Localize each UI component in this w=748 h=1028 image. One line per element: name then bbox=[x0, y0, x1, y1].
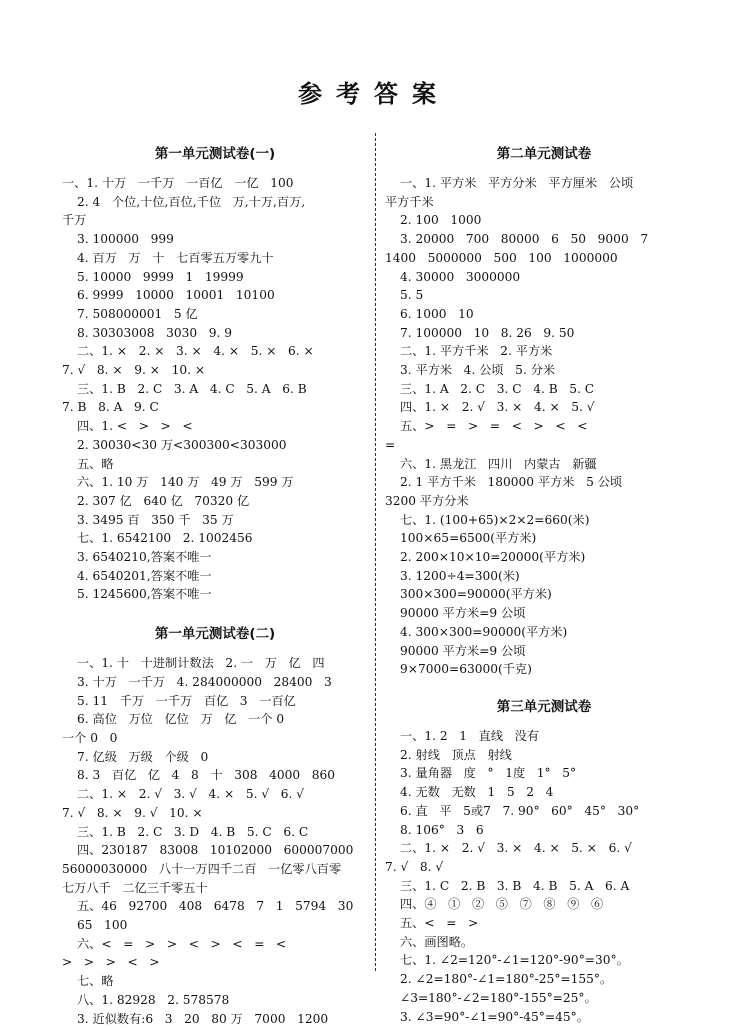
section-title: 第二单元测试卷 bbox=[496, 146, 592, 162]
answer-section bbox=[385, 144, 703, 679]
answer-line: 7. √ 8. × 9. √ 10. × bbox=[62, 805, 203, 820]
answer-line: 300×300=90000(平方米) bbox=[400, 587, 552, 602]
answer-line: 3. 6540210,答案不唯一 bbox=[77, 550, 212, 565]
answer-line: 六、< = > > < > < = < bbox=[77, 936, 287, 951]
answer-line: 平方千米 bbox=[385, 194, 434, 209]
answer-line: 4. 300×300=90000(平方米) bbox=[400, 624, 568, 639]
answer-line: 7. √ 8. × 9. × 10. × bbox=[62, 363, 206, 378]
answer-line: 一、1. 十 十进制计数法 2. 一 万 亿 四 bbox=[77, 656, 325, 671]
answer-line: 90000 平方米=9 公顷 bbox=[400, 606, 526, 621]
answer-line: 3. 20000 700 80000 6 50 9000 7 bbox=[400, 232, 649, 247]
answer-line: 3. 量角器 度 ° 1度 1° 5° bbox=[400, 766, 577, 781]
answer-line: 二、1. × 2. √ 3. √ 4. × 5. √ 6. √ bbox=[77, 787, 304, 802]
answer-line: 一、1. 十万 一千万 一百亿 一亿 100 bbox=[62, 176, 294, 190]
answer-line: 一、1. 平方米 平方分米 平方厘米 公顷 bbox=[400, 176, 634, 190]
answer-line: 7. 亿级 万级 个级 0 bbox=[77, 749, 209, 764]
answer-line: 五、< = > bbox=[400, 916, 479, 931]
section-title: 第一单元测试卷(一) bbox=[154, 146, 276, 162]
answer-line: 6. 9999 10000 10001 10100 bbox=[77, 288, 275, 303]
answer-line: 8. 30303008 3030 9. 9 bbox=[77, 325, 233, 340]
answer-line: 七、1. 6542100 2. 1002456 bbox=[77, 531, 253, 546]
answer-line: 一、1. 2 1 直线 没有 bbox=[400, 728, 540, 743]
left-column bbox=[62, 144, 368, 1028]
answer-line: 2. ∠2=180°-∠1=180°-25°=155°。 bbox=[400, 972, 613, 987]
answer-line: 9×7000=63000(千克) bbox=[400, 662, 532, 677]
answer-line: 四、230187 83008 10102000 600007000 bbox=[77, 843, 354, 858]
answer-line: 3. 3495 百 350 千 35 万 bbox=[77, 512, 234, 527]
column-divider bbox=[375, 133, 376, 971]
answer-line: 2. 1 平方千米 180000 平方米 5 公顷 bbox=[400, 475, 623, 490]
answer-line: 四、1. × 2. √ 3. × 4. × 5. √ bbox=[400, 400, 595, 415]
answer-line: 四、④ ① ② ⑤ ⑦ ⑧ ⑨ ⑥ bbox=[400, 897, 604, 912]
answer-line: 6. 直 平 5或7 7. 90° 60° 45° 30° bbox=[400, 803, 640, 818]
answer-line: 7. √ 8. √ bbox=[385, 859, 444, 874]
answer-line: 100×65=6500(平方米) bbox=[400, 531, 537, 546]
answer-line: 七、略 bbox=[77, 974, 114, 989]
answer-section bbox=[385, 697, 703, 1026]
answer-line: 2. 4 个位,十位,百位,千位 万,十万,百万, bbox=[77, 194, 306, 209]
answer-line: 90000 平方米=9 公顷 bbox=[400, 643, 526, 658]
answer-line: 2. 100 1000 bbox=[400, 213, 482, 228]
answer-line: 二、1. × 2. × 3. × 4. × 5. × 6. × bbox=[77, 344, 314, 359]
answer-line: 6. 1000 10 bbox=[400, 306, 474, 321]
answer-line: 4. 30000 3000000 bbox=[400, 269, 521, 284]
answer-line: 7. 508000001 5 亿 bbox=[77, 306, 198, 321]
answer-line: 三、1. B 2. C 3. A 4. C 5. A 6. B bbox=[77, 381, 307, 396]
answer-line: 五、> = > = < > < < bbox=[400, 419, 588, 434]
answer-line: 65 100 bbox=[77, 918, 128, 933]
answer-line: 三、1. B 2. C 3. D 4. B 5. C 6. C bbox=[77, 824, 309, 839]
answer-line: 七、1. ∠2=120°-∠1=120°-90°=30°。 bbox=[400, 953, 629, 968]
answer-line: 3. 平方米 4. 公顷 5. 分米 bbox=[400, 363, 556, 378]
page-title: 参考答案 bbox=[298, 80, 450, 108]
answer-line: 七、1. (100+65)×2×2=660(米) bbox=[400, 512, 590, 527]
answer-line: 四、1. < > > < bbox=[77, 419, 193, 434]
answer-line: 3200 平方分米 bbox=[385, 493, 469, 508]
right-column bbox=[385, 144, 703, 1026]
section-title: 第三单元测试卷 bbox=[496, 698, 592, 715]
answer-lines bbox=[62, 174, 368, 604]
answer-line: 七万八千 二亿三千零五十 bbox=[62, 880, 208, 895]
answer-line: > > > < > bbox=[62, 955, 160, 970]
answer-lines bbox=[62, 654, 368, 1028]
answer-section bbox=[62, 144, 368, 604]
answer-lines bbox=[385, 174, 703, 679]
answer-line: 7. B 8. A 9. C bbox=[62, 400, 159, 415]
answer-line: 六、1. 10 万 140 万 49 万 599 万 bbox=[77, 475, 294, 490]
answer-line: 5. 1245600,答案不唯一 bbox=[77, 587, 212, 602]
answer-line: 6. 高位 万位 亿位 万 亿 一个 0 bbox=[77, 712, 285, 727]
answer-line: 三、1. C 2. B 3. B 4. B 5. A 6. A bbox=[400, 878, 630, 893]
answer-line: 3. 十万 一千万 4. 284000000 28400 3 bbox=[77, 674, 332, 689]
answer-line: 7. 100000 10 8. 26 9. 50 bbox=[400, 325, 575, 340]
answer-line: = bbox=[385, 437, 396, 452]
answer-line: 三、1. A 2. C 3. C 4. B 5. C bbox=[400, 381, 595, 396]
answer-line: 2. 30030<30 万<300300<303000 bbox=[77, 437, 287, 452]
answer-line: 56000030000 八十一万四千二百 一亿零八百零 bbox=[62, 861, 342, 876]
answer-line: 3. ∠3=90°-∠1=90°-45°=45°。 bbox=[400, 1009, 589, 1024]
answer-line: 8. 3 百亿 亿 4 8 十 308 4000 860 bbox=[77, 768, 336, 783]
answer-section bbox=[62, 624, 368, 1028]
answer-line: 4. 百万 万 十 七百零五万零九十 bbox=[77, 250, 274, 265]
answer-line: 4. 6540201,答案不唯一 bbox=[77, 568, 212, 583]
answer-line: 3. 100000 999 bbox=[77, 232, 174, 247]
answer-line: 4. 无数 无数 1 5 2 4 bbox=[400, 785, 554, 800]
answer-line: 1400 5000000 500 100 1000000 bbox=[385, 250, 618, 265]
answer-line: 5. 5 bbox=[400, 288, 424, 303]
answer-line: 8. 106° 3 6 bbox=[400, 822, 484, 837]
answer-lines bbox=[385, 727, 703, 1026]
answer-line: 2. 射线 顶点 射线 bbox=[400, 747, 512, 762]
answer-line: 二、1. × 2. √ 3. × 4. × 5. × 6. √ bbox=[400, 841, 632, 856]
section-title: 第一单元测试卷(二) bbox=[154, 626, 276, 643]
answer-line: 五、46 92700 408 6478 7 1 5794 30 bbox=[77, 899, 354, 914]
answer-line: 八、1. 82928 2. 578578 bbox=[77, 992, 230, 1007]
answer-line: 五、略 bbox=[77, 456, 114, 471]
answer-line: ∠3=180°-∠2=180°-155°=25°。 bbox=[400, 990, 597, 1005]
answer-line: 2. 200×10×10=20000(平方米) bbox=[400, 550, 586, 565]
answer-line: 2. 307 亿 640 亿 70320 亿 bbox=[77, 493, 250, 508]
answer-line: 5. 11 千万 一千万 百亿 3 一百亿 bbox=[77, 693, 296, 708]
answer-line: 一个 0 0 bbox=[62, 730, 118, 745]
answer-line: 3. 近似数有:6 3 20 80 万 7000 1200 bbox=[77, 1011, 329, 1026]
answer-line: 六、1. 黑龙江 四川 内蒙古 新疆 bbox=[400, 456, 597, 471]
answer-line: 3. 1200÷4=300(米) bbox=[400, 568, 520, 583]
answer-line: 千万 bbox=[62, 213, 87, 228]
answer-line: 5. 10000 9999 1 19999 bbox=[77, 269, 244, 284]
answer-line: 二、1. 平方千米 2. 平方米 bbox=[400, 344, 553, 359]
answer-line: 六、画图略。 bbox=[400, 934, 474, 949]
